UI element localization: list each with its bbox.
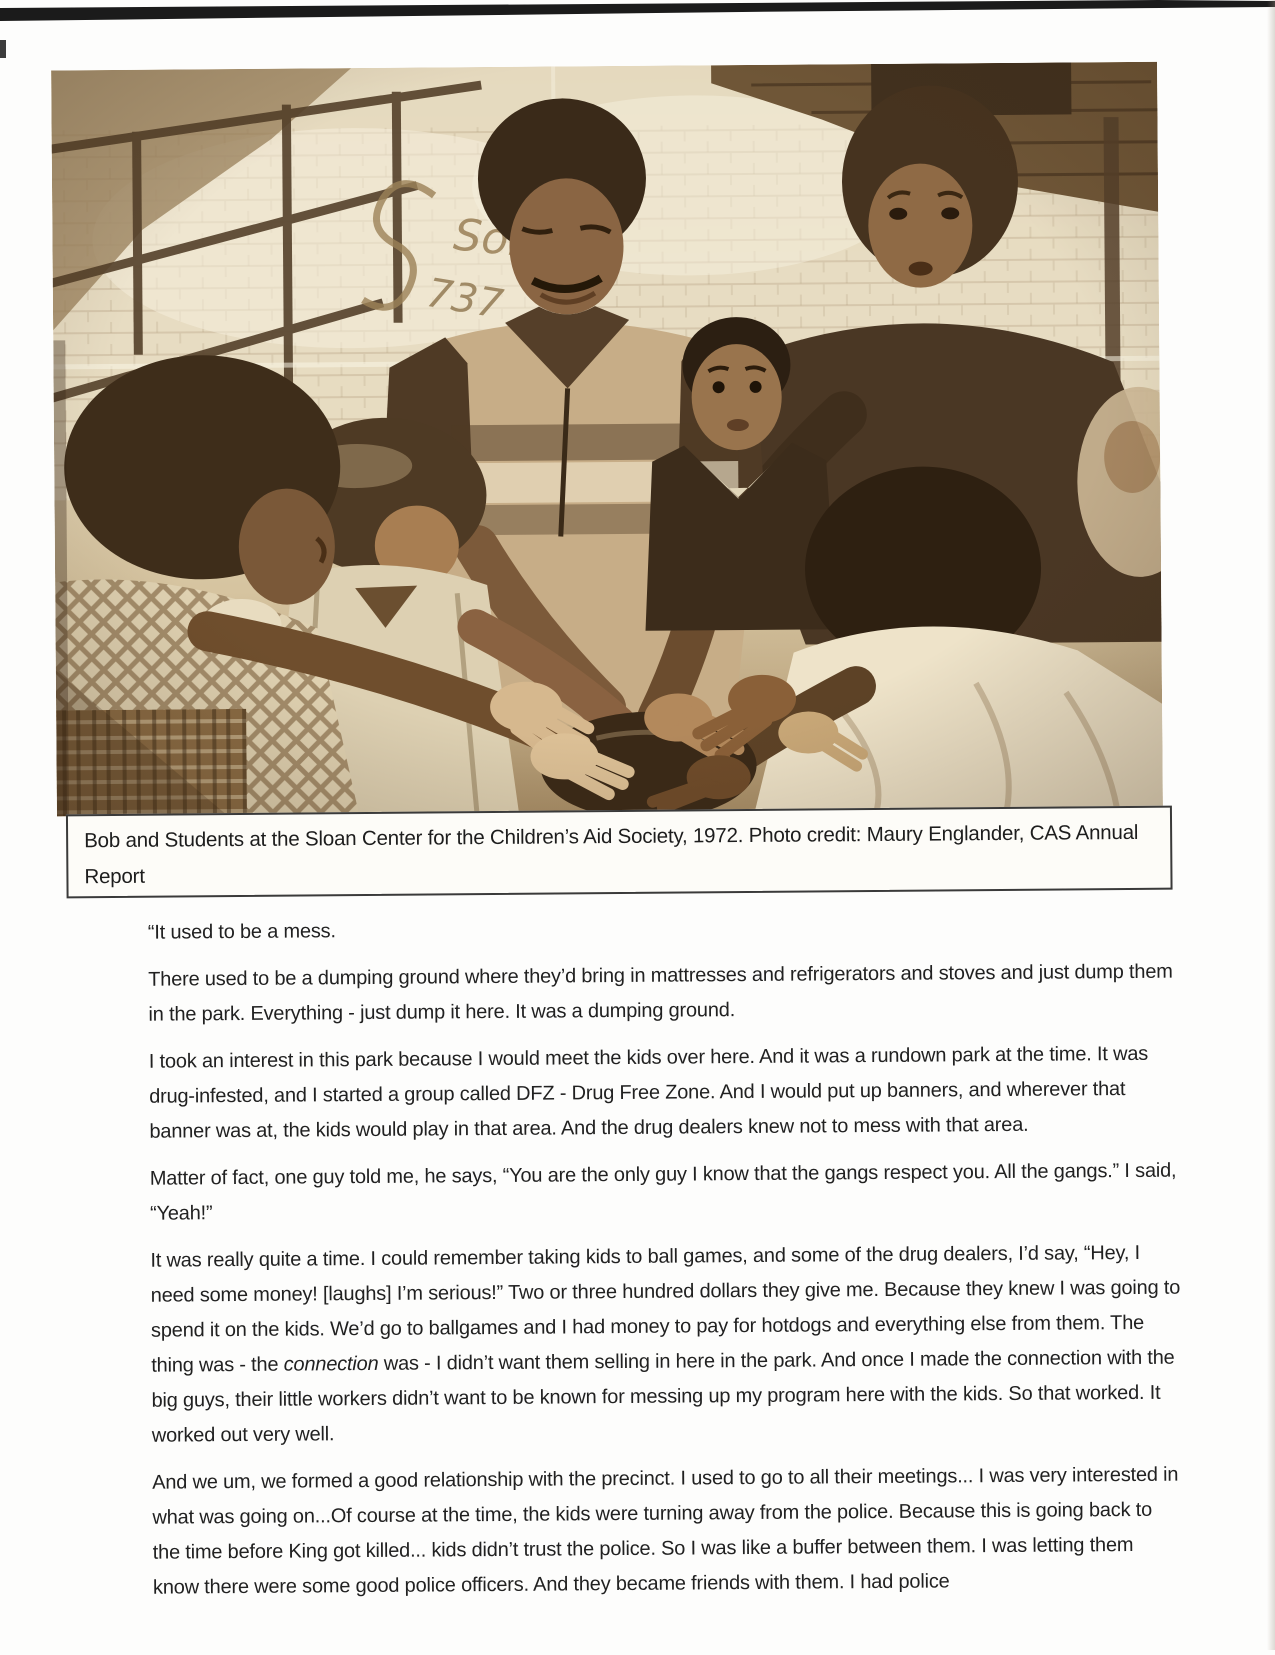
body-text	[148, 908, 1183, 1618]
paragraph	[150, 1154, 1181, 1232]
paragraph-segment: Matter of fact, one guy told me, he says, “You are the only guy I know that the gangs respect you. All the gangs.” I said, “Yeah!”	[149, 1159, 1177, 1225]
paragraph	[148, 955, 1179, 1033]
photo-illustration	[51, 62, 1163, 817]
paragraph-segment: And we um, we formed a good relationship with the precinct. I used to go to all their meetings... I was very interested in what was going on...Of course at the time, the kids were turning away from the police. Because this is going back to the time before King got killed... kids didn’t trust the police. So I was like a buffer between them. I was letting them know there were some good police officers. And they became friends with them. I had police	[152, 1463, 1179, 1599]
paragraph	[150, 1236, 1182, 1454]
paragraph-segment: I took an interest in this park because I would meet the kids over here. And it was a rundown park at the time. It was drug-infested, and I started a group called DFZ - Drug Free Zone. And I would put up banners, and wherever that banner was at, the kids would play in that area. And the drug dealers knew not to mess with that area.	[148, 1042, 1149, 1143]
paragraph-segment: was - I didn’t want them selling in here in the park. And once I made the connection with the big guys, their little workers didn’t want to be known for messing up my program here with the kids. So that worked. It worked out very well.	[151, 1346, 1175, 1447]
paragraph-segment: There used to be a dumping ground where they’d bring in mattresses and refrigerators and stoves and just dump them in the park. Everything - just dump it here. It was a dumping ground.	[148, 960, 1173, 1026]
photo	[51, 62, 1163, 817]
paragraph-italic-segment: connection	[283, 1352, 379, 1376]
photo-caption: Bob and Students at the Sloan Center for the Children’s Aid Society, 1972. Photo credit: Maury Englander, CAS Annual Report	[84, 820, 1139, 889]
paragraph	[149, 1037, 1180, 1150]
photo-caption-box	[66, 806, 1173, 899]
paragraph	[148, 908, 1178, 951]
paragraph-segment: “It used to be a mess.	[147, 920, 336, 944]
paragraph	[152, 1458, 1183, 1606]
paragraph-segment: It was really quite a time. I could remember taking kids to ball games, and some of the drug dealers, I’d say, “Hey, I need some money! [laughs] I’m serious!” Two or three hundred dollars they give me. Because they knew I was going to spend it on the kids. We’d go to ballgames and I had money to pay for hotdogs and everything else from them. The thing was - the	[150, 1241, 1181, 1377]
